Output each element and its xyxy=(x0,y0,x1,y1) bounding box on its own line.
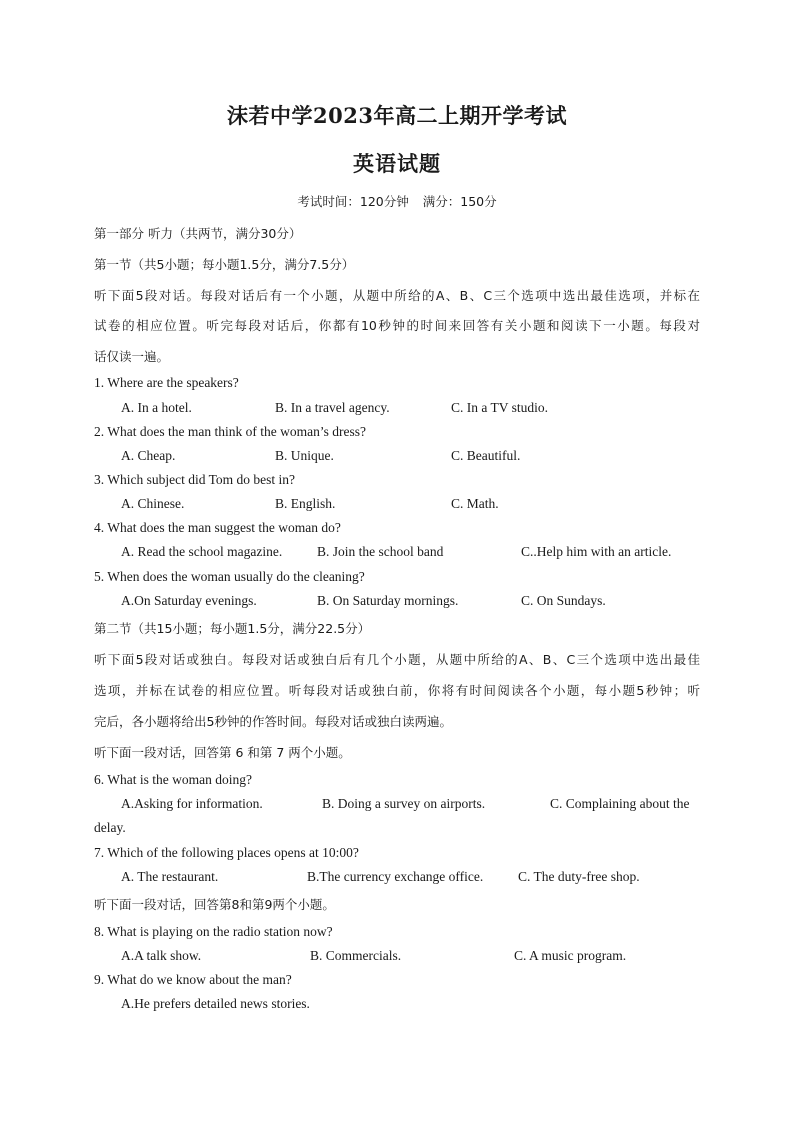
question-stem: 6. What is the woman doing? xyxy=(94,772,252,787)
exam-score: 满分：150分 xyxy=(422,194,497,209)
option-b: B. English. xyxy=(275,496,336,511)
exam-meta xyxy=(0,192,794,210)
question-stem: 2. What does the man think of the woman’s dress? xyxy=(94,424,366,439)
option-b: B. Commercials. xyxy=(310,948,402,963)
option-c: C. In a TV studio. xyxy=(451,400,549,415)
question-stem: 7. Which of the following places opens at 10:00? xyxy=(94,845,359,860)
option-a: A.Asking for information. xyxy=(121,796,263,811)
option-b: B. Unique. xyxy=(275,448,334,463)
exam-time: 考试时间：120分钟 xyxy=(297,194,409,209)
option-c: C. On Sundays. xyxy=(521,593,606,608)
exam-title: 沫若中学2023年高二上期开学考试 xyxy=(227,103,567,128)
option-c: C. The duty-free shop. xyxy=(518,869,640,884)
question-stem: 1. Where are the speakers? xyxy=(94,375,239,390)
question-stem: 8. What is playing on the radio station now? xyxy=(94,924,333,939)
question-stem: 4. What does the man suggest the woman do? xyxy=(94,520,341,535)
section2-heading: 第二节（共15小题；每小题1.5分，满分22.5分） xyxy=(94,621,371,636)
section1-instruction-line: 听下面5段对话。每段对话后有一个小题，从题中所给的A、B、C三个选项中选出最佳选项，并标在 xyxy=(94,288,700,303)
section1-instruction-line: 试卷的相应位置。听完每段对话后，你都有10秒钟的时间来回答有关小题和阅读下一小题。每段对 xyxy=(94,318,700,333)
option-c-continuation: delay. xyxy=(94,820,126,835)
option-b: B. Join the school band xyxy=(317,544,444,559)
option-c: C. Beautiful. xyxy=(451,448,521,463)
section2-instruction-line: 听下面5段对话或独白。每段对话或独白后有几个小题，从题中所给的A、B、C三个选项中选出最佳 xyxy=(94,652,700,667)
group-instruction: 听下面一段对话，回答第8和第9两个小题。 xyxy=(94,897,335,912)
option-a: A. Chinese. xyxy=(121,496,185,511)
option-b: B. In a travel agency. xyxy=(275,400,390,415)
subject-title: 英语试题 xyxy=(353,151,441,176)
part1-heading: 第一部分 听力（共两节，满分30分） xyxy=(94,226,302,241)
question-stem: 9. What do we know about the man? xyxy=(94,972,292,987)
option-a: A.He prefers detailed news stories. xyxy=(121,996,310,1011)
option-c: C. A music program. xyxy=(514,948,627,963)
option-a: A.A talk show. xyxy=(121,948,202,963)
option-c: C. Complaining about the xyxy=(550,796,690,811)
option-a: A.On Saturday evenings. xyxy=(121,593,257,608)
section2-instruction-line: 完后，各小题将给出5秒钟的作答时间。每段对话或独白读两遍。 xyxy=(94,714,452,729)
option-b: B. Doing a survey on airports. xyxy=(322,796,486,811)
option-a: A. In a hotel. xyxy=(121,400,192,415)
question-stem: 5. When does the woman usually do the cleaning? xyxy=(94,569,365,584)
option-a: A. The restaurant. xyxy=(121,869,219,884)
option-c: C..Help him with an article. xyxy=(521,544,672,559)
section2-instruction-line: 选项，并标在试卷的相应位置。听每段对话或独白前，你将有时间阅读各个小题，每小题5秒钟；听 xyxy=(94,683,700,698)
section1-heading: 第一节（共5小题；每小题1.5分，满分7.5分） xyxy=(94,257,355,272)
option-b: B.The currency exchange office. xyxy=(307,869,484,884)
option-c: C. Math. xyxy=(451,496,499,511)
option-a: A. Read the school magazine. xyxy=(121,544,283,559)
option-b: B. On Saturday mornings. xyxy=(317,593,459,608)
group-instruction: 听下面一段对话，回答第 6 和第 7 两个小题。 xyxy=(94,745,351,760)
option-a: A. Cheap. xyxy=(121,448,176,463)
section1-instruction-line: 话仅读一遍。 xyxy=(94,349,170,364)
question-stem: 3. Which subject did Tom do best in? xyxy=(94,472,296,487)
